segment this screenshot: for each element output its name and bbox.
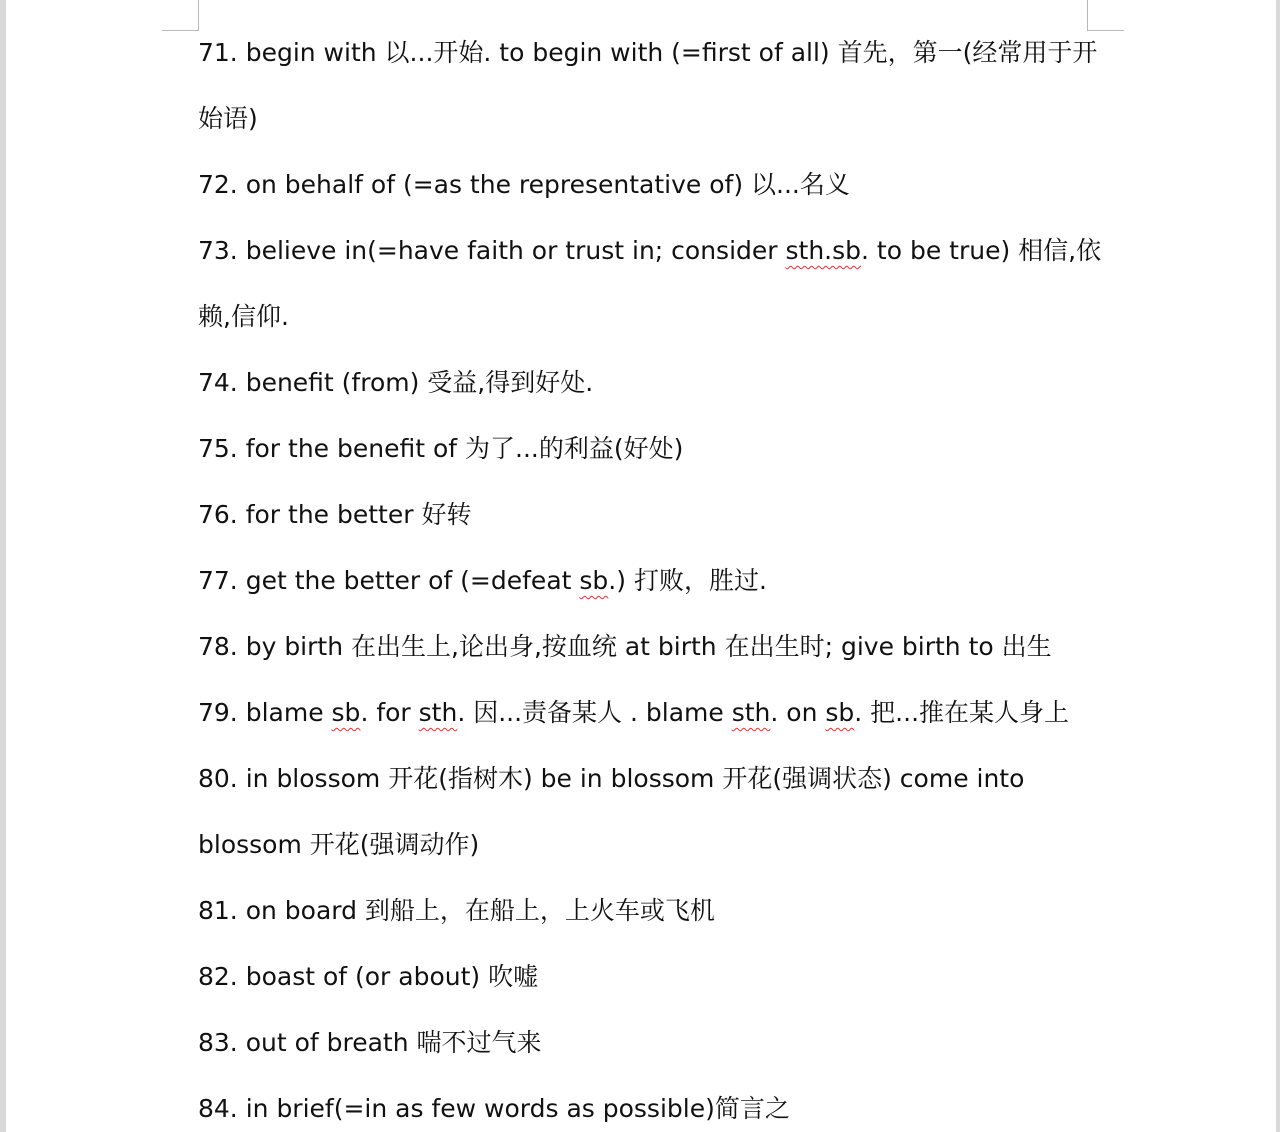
text-line: blossom 开花(强调动作) — [198, 830, 480, 859]
top-left-margin-marker — [162, 0, 199, 31]
text-line: 71. begin with 以...开始. to begin with (=first of all) 首先，第一(经常用于开 — [198, 38, 1098, 67]
text-segment: 79. blame — [198, 698, 332, 727]
text-line: 75. for the benefit of 为了...的利益(好处) — [198, 434, 684, 463]
text-line: 82. boast of (or about) 吹嘘 — [198, 962, 539, 991]
text-segment: . to be true) 相信,依 — [861, 236, 1102, 265]
right-page-edge — [1276, 0, 1280, 1132]
text-line — [198, 548, 1098, 614]
spellcheck-flagged-word[interactable]: sth — [731, 698, 771, 727]
text-line — [198, 680, 1098, 746]
left-page-edge — [0, 0, 6, 1132]
text-line: 72. on behalf of (=as the representative of) 以...名义 — [198, 170, 850, 199]
spellcheck-flagged-word[interactable]: sth.sb — [785, 236, 862, 265]
text-line: 84. in brief(=in as few words as possible)简言之 — [198, 1094, 790, 1123]
text-line: 80. in blossom 开花(指树木) be in blossom 开花(强调状态) come into — [198, 764, 1025, 793]
spellcheck-flagged-word[interactable]: sb — [331, 698, 361, 727]
spellcheck-flagged-word[interactable]: sb — [825, 698, 855, 727]
text-line: 始语) — [198, 104, 258, 133]
text-line: 78. by birth 在出生上,论出身,按血统 at birth 在出生时; give birth to 出生 — [198, 632, 1052, 661]
text-line: 83. out of breath 喘不过气来 — [198, 1028, 542, 1057]
text-segment: . 把...推在某人身上 — [854, 698, 1070, 727]
text-line — [198, 218, 1102, 284]
text-segment: 73. believe in(=have faith or trust in; consider — [198, 236, 786, 265]
text-line: 81. on board 到船上，在船上，上火车或飞机 — [198, 896, 715, 925]
text-line: 74. benefit (from) 受益,得到好处. — [198, 368, 594, 397]
spellcheck-flagged-word[interactable]: sth — [418, 698, 458, 727]
text-line: 赖,信仰. — [198, 302, 289, 331]
document-body[interactable] — [198, 20, 1102, 1132]
text-line: 76. for the better 好转 — [198, 500, 472, 529]
spellcheck-flagged-word[interactable]: sb — [579, 566, 609, 595]
text-segment: 77. get the better of (=defeat — [198, 566, 580, 595]
text-segment: . for — [360, 698, 419, 727]
text-segment: . 因...责备某人 . blame — [457, 698, 732, 727]
text-segment: . on — [770, 698, 826, 727]
text-segment: .) 打败，胜过. — [608, 566, 767, 595]
